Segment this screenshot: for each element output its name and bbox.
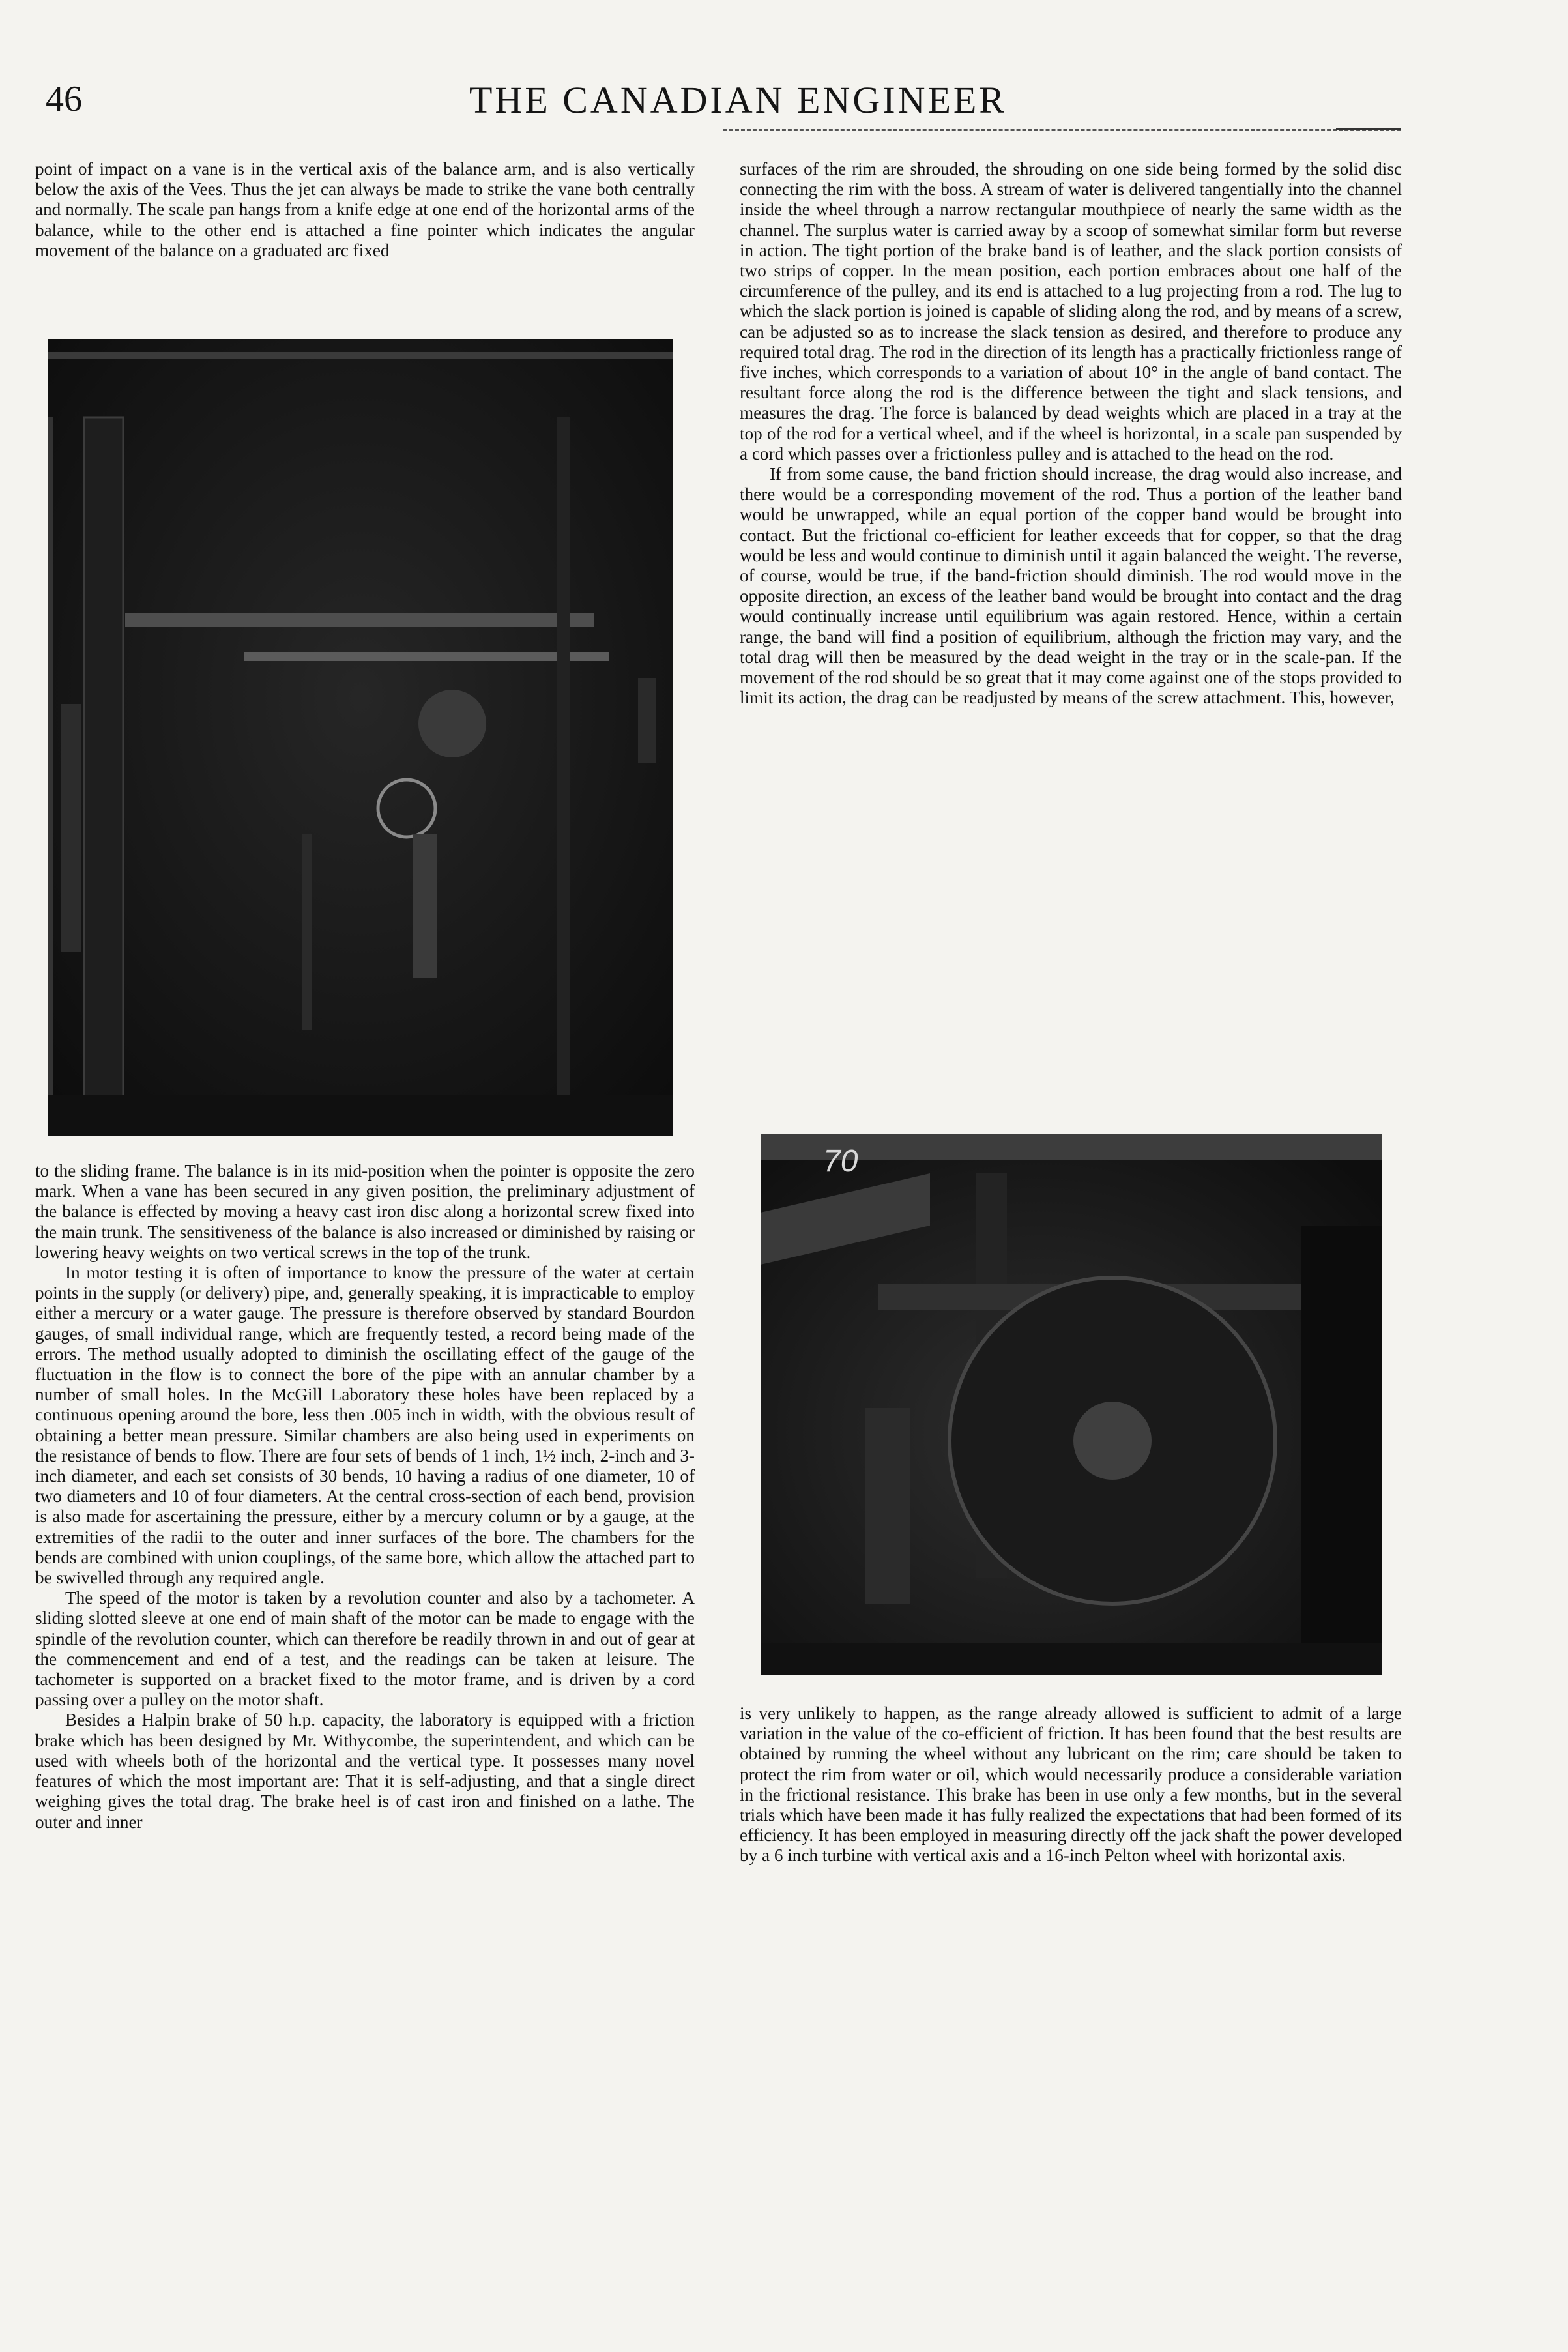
- paragraph: is very unlikely to happen, as the range already allowed is sufficient to admit of a large variation in the value of the co-efficient of friction. It has been found that the best results are obtained by running the wheel without any lubricant on the rim; care should be taken to protect the rim from water or oil, which would necessarily produce a considerable variation in the frictional resistance. This brake has been in use only a few months, but in the several trials which have been made it has fully realized the expectations that had been formed of its efficiency. It has been employed in measuring directly off the jack shaft the power developed by a 6 inch turbine with vertical axis and a 16-inch Pelton wheel with horizontal axis.: [740, 1703, 1402, 1866]
- paragraph: to the sliding frame. The balance is in its mid-position when the pointer is opposite the zero mark. When a vane has been secured in any given position, the preliminary adjustment of the balance is effected by moving a heavy cast iron disc along a horizontal screw fixed into the main trunk. The sensitiveness of the balance is also increased or diminished by raising or lowering heavy weights on two vertical screws in the top of the trunk.: [35, 1161, 695, 1262]
- running-title: THE CANADIAN ENGINEER: [469, 79, 1008, 121]
- paragraph: Besides a Halpin brake of 50 h.p. capacity, the laboratory is equipped with a friction brake which has been designed by Mr. Withycombe, the superintendent, and which can be used with wheels both of the horizontal and the vertical type. It possesses many novel features of which the most important are: That it is self-adjusting, and that a single direct weighing gives the total drag. The brake heel is of cast iron and finished on a lathe. The outer and inner: [35, 1710, 695, 1832]
- photo-balance-apparatus-image: [48, 339, 673, 1136]
- paragraph: surfaces of the rim are shrouded, the shrouding on one side being formed by the solid disc connecting the rim with the boss. A stream of water is delivered tangentially into the channel inside the wheel through a narrow rectangular mouthpiece of nearly the same width as the channel. The surplus water is carried away by a scoop of somewhat similar form but reverse in action. The tight portion of the brake band is of leather, and the slack portion consists of two strips of copper. In the mean position, each portion embraces about one half of the circumference of the pulley, and its end is attached to a lug projecting from a rod. The lug to which the slack portion is joined is capable of sliding along the rod, and by means of a screw, can be adjusted so as to increase the slack tension as desired, and therefore to produce any required total drag. The rod in the direction of its length has a practically frictionless range of five inches, which corresponds to a variation of about 10° in the angle of band contact. The resultant force along the rod is the difference between the tight and slack tensions, and measures the drag. The force is balanced by dead weights which are placed in a tray at the top of the rod for a vertical wheel, and if the wheel is horizontal, in a scale pan suspended by a cord which passes over a frictionless pulley and is attached to the head on the rod.: [740, 159, 1402, 463]
- right-column-top: [740, 159, 1402, 708]
- left-column-bottom: [35, 1161, 695, 1832]
- paragraph: point of impact on a vane is in the vertical axis of the balance arm, and is also vertically below the axis of the Vees. Thus the jet can always be made to strike the vane both centrally and normally. The scale pan hangs from a knife edge at one end of the horizontal arms of the balance, while to the other end is attached a fine pointer which indicates the angular movement of the balance on a graduated arc fixed: [35, 159, 695, 260]
- photo-friction-brake: [761, 1134, 1382, 1675]
- figure-number: 70: [823, 1144, 858, 1179]
- paragraph: If from some cause, the band friction should increase, the drag would also increase, and there would be a corresponding movement of the rod. Thus a portion of the leather band would be unwrapped, while an equal portion of the copper band would be brought into contact. But the frictional co-efficient for leather exceeds that for copper, so that the drag would be less and would continue to diminish until it again balanced the weight. The reverse, of course, would be true, if the band-friction should diminish. The rod would move in the opposite direction, an excess of the leather band would be brought into contact and the drag would continually increase until equilibrium was again restored. Hence, within a certain range, the band will find a position of equilibrium, although the friction may vary, and the total drag will then be measured by the dead weight in the tray or in the scale-pan. If the movement of the rod should be so great that it may come against one of the stops provided to limit its action, the drag can be readjusted by means of the screw attachment. This, however,: [740, 464, 1402, 708]
- paragraph: The speed of the motor is taken by a revolution counter and also by a tachometer. A sliding slotted sleeve at one end of main shaft of the motor can be made to engage with the spindle of the revolution counter, which can therefore be readily thrown in and out of gear at the commencement and end of a test, and the readings can be taken at leisure. The tachometer is supported on a bracket fixed to the motor frame, and is driven by a cord passing over a pulley on the motor shaft.: [35, 1588, 695, 1710]
- page-header: [0, 78, 1568, 130]
- page-number: 46: [46, 79, 82, 119]
- photo-friction-brake-image: [761, 1134, 1382, 1675]
- photo-balance-apparatus: [48, 339, 673, 1136]
- left-column-top: [35, 159, 695, 261]
- paragraph: In motor testing it is often of importance to know the pressure of the water at certain points in the supply (or delivery) pipe, and, generally speaking, it is impracticable to employ either a mercury or a water gauge. The pressure is therefore observed by standard Bourdon gauges, of small individual range, which are frequently tested, a record being made of the errors. The method usually adopted to diminish the oscillating effect of the gauge of the fluctuation in the flow is to connect the bore of the pipe with an annular chamber by a number of small holes. In the McGill Laboratory these holes have been replaced by a continuous opening around the bore, less then .005 inch in width, with the obvious result of obtaining a better mean pressure. Similar chambers are also being used in experiments on the resistance of bends to flow. There are four sets of bends of 1 inch, 1½ inch, 2-inch and 3-inch diameter, and each set consists of 30 bends, 10 having a radius of one diameter, 10 of two diameters and 10 of four diameters. At the central cross-section of each bend, provision is also made for ascertaining the pressure, either by a mercury column or by a gauge, at the extremities of the radii to the outer and inner surfaces of the bore. The chambers for the bends are combined with union couplings, of the same bore, which allow the attached part to be swivelled through any required angle.: [35, 1263, 695, 1588]
- header-rule-end: [1336, 128, 1401, 130]
- header-rule: [723, 129, 1401, 131]
- right-column-bottom: [740, 1703, 1402, 1866]
